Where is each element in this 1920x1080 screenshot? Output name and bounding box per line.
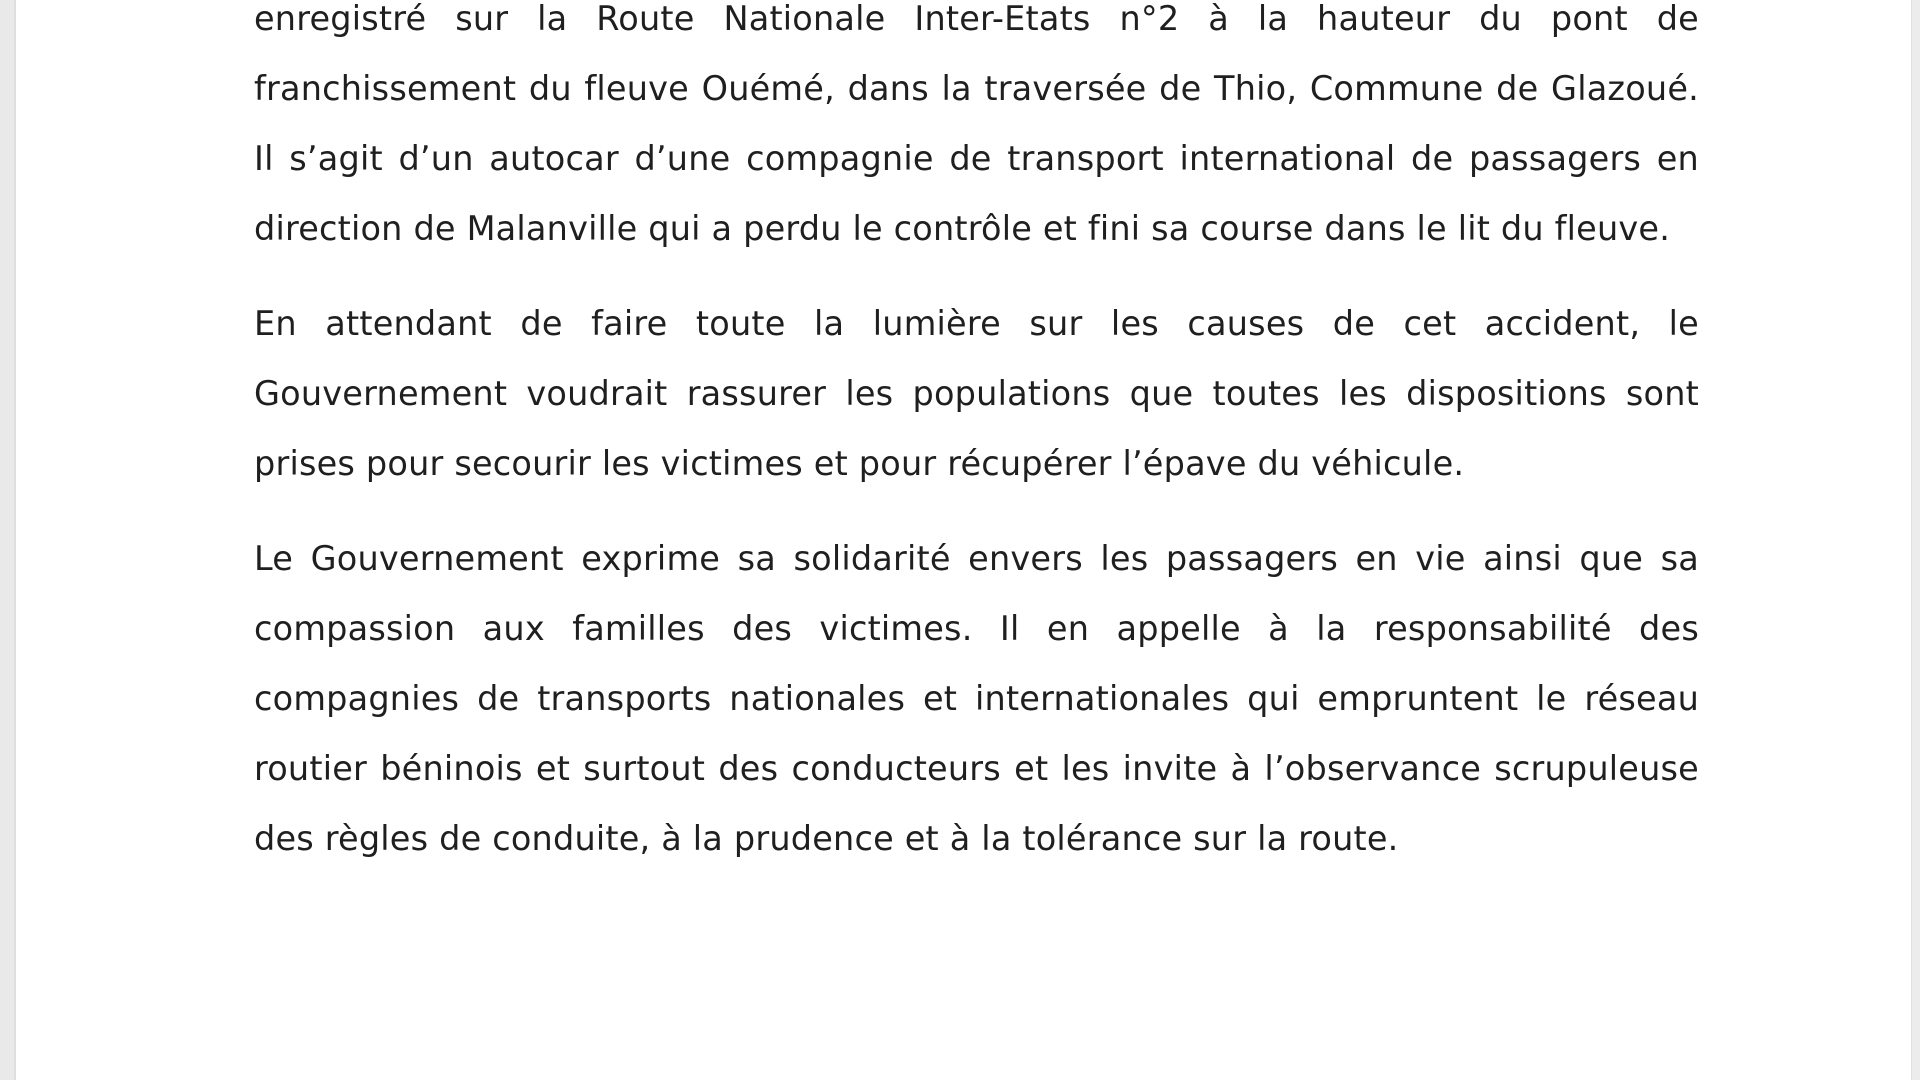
viewer-left-edge: [0, 0, 16, 1080]
paragraph-government-response: En attendant de faire toute la lumière sur les causes de cet accident, le Gouvernement voudrait rassurer les populations que toutes les dispositions sont prises pour secourir les victimes et pour récupérer l’épave du véhicule.: [254, 304, 1699, 483]
paragraph-accident-description: enregistré sur la Route Nationale Inter-Etats n°2 à la hauteur du pont de franchissement du fleuve Ouémé, dans la traversée de Thio, Commune de Glazoué. Il s’agit d’un autocar d’une compagnie de transport international de passagers en direction de Malanville qui a perdu le contrôle et fini sa course dans le lit du fleuve.: [254, 0, 1699, 248]
document-page: [16, 0, 1910, 1080]
document-body: [254, 0, 1699, 899]
paragraph-solidarity-appeal: Le Gouvernement exprime sa solidarité envers les passagers en vie ainsi que sa compassion aux familles des victimes. Il en appelle à la responsabilité des compagnies de transports nationales et internationales qui empruntent le réseau routier béninois et surtout des conducteurs et les invite à l’observance scrupuleuse des règles de conduite, à la prudence et à la tolérance sur la route.: [254, 539, 1699, 858]
viewer-right-edge: [1911, 0, 1920, 1080]
